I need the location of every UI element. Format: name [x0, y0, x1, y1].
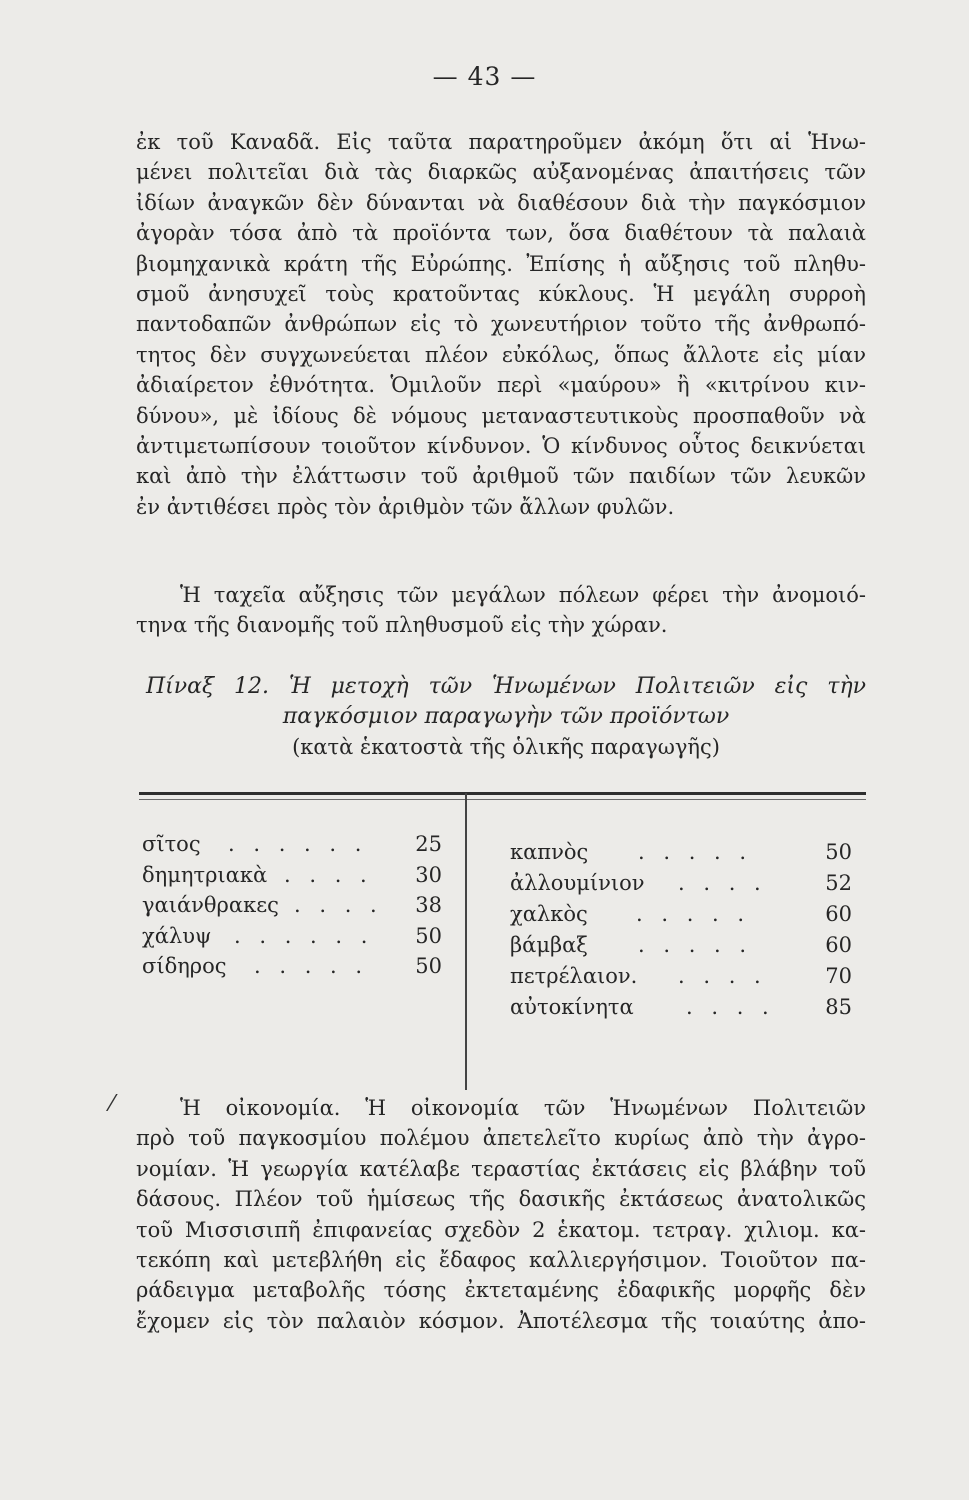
product-value: 70: [825, 964, 852, 988]
table-row: [510, 899, 852, 930]
product-value: 52: [825, 871, 852, 895]
text-line: ἀντιμετωπίσουν τοιοῦτον κίνδυνον. Ὁ κίνδυνος οὗτος δεικνύεται: [136, 433, 866, 458]
leader-dots: . . . . . .: [234, 923, 374, 948]
text-line: μένει πολιτεῖαι διὰ τὰς διαρκῶς αὐξανομένας ἀπαιτήσεις τῶν: [136, 160, 866, 185]
product-name: πετρέλαιον.: [510, 964, 638, 988]
table-row: [510, 868, 852, 899]
text-line: ἐκ τοῦ Καναδᾶ. Εἰς ταῦτα παρατηροῦμεν ἀκόμη ὅτι αἱ Ἡνω-: [136, 130, 866, 154]
text-line: σμοῦ ἀνησυχεῖ τοὺς κρατοῦντας κύκλους. Ἡ μεγάλη συρροὴ: [136, 281, 866, 306]
text-line: δάσους. Πλέον τοῦ ἡμίσεως τῆς δασικῆς ἐκτάσεως ἀνατολικῶς: [136, 1187, 866, 1212]
product-name: δημητριακὰ: [142, 862, 268, 887]
text-line: τητος δὲν συγχωνεύεται πλέον εὐκόλως, ὅπως ἄλλοτε εἰς μίαν: [136, 342, 866, 367]
product-value: 60: [825, 902, 852, 926]
caption-title: Πίναξ 12. Ἡ μετοχὴ τῶν Ἡνωμένων Πολιτειῶν εἰς τὴν: [146, 674, 866, 699]
text-line: ἀδιαίρετον ἐθνότητα. Ὁμιλοῦν περὶ «μαύρου» ἢ «κιτρίνου κιν-: [136, 373, 866, 398]
leader-dots: . . . . .: [638, 933, 753, 957]
table-row: [142, 890, 442, 921]
product-name: ἀλλουμίνιον: [510, 871, 645, 895]
page-number: — 43 —: [432, 62, 537, 91]
product-name: βάμβαξ: [510, 933, 588, 957]
text-line: βιομηχανικὰ κράτη τῆς Εὐρώπης. Ἐπίσης ἡ αὔξησις τοῦ πληθυ-: [136, 251, 866, 276]
table-row: [142, 829, 442, 860]
text-line: νομίαν. Ἡ γεωργία κατέλαβε τεραστίας ἐκτάσεις εἰς βλάβην τοῦ: [136, 1156, 866, 1181]
product-name: σίδηρος: [142, 954, 227, 978]
text-line: ἀγορὰν τόσα ἀπὸ τὰ προϊόντα των, ὅσα διαθέτουν τὰ παλαιὰ: [136, 221, 866, 246]
text-line: τηνα τῆς διανομῆς τοῦ πληθυσμοῦ εἰς τὴν χώραν.: [136, 613, 668, 638]
table-top-rule: [139, 792, 866, 795]
product-value: 30: [415, 862, 442, 887]
text-line: καὶ ἀπὸ τὴν ἐλάττωσιν τοῦ ἀριθμοῦ τῶν παιδίων τῶν λευκῶν: [136, 464, 866, 489]
product-value: 38: [415, 893, 442, 917]
paragraph-3: [136, 1093, 866, 1336]
leader-dots: . . . .: [284, 862, 373, 887]
text-line: τοῦ Μισσισιπῆ ἐπιφανείας σχεδὸν 2 ἑκατομ. τετραγ. χιλιομ. κα-: [136, 1217, 866, 1242]
text-line: τεκόπη καὶ μετεβλήθη εἰς ἔδαφος καλλιεργήσιμον. Τοιοῦτον πα-: [136, 1247, 866, 1272]
paragraph-2: [136, 580, 866, 641]
product-name: σῖτος: [142, 832, 201, 856]
table-row: [510, 992, 852, 1023]
leader-dots: . . . . . .: [228, 832, 368, 856]
table-row: [142, 921, 442, 952]
product-name: γαιάνθρακες: [142, 893, 279, 917]
text-line: πρὸ τοῦ παγκοσμίου πολέμου ἀπετελεῖτο κυρίως ἀπὸ τὴν ἀγρο-: [136, 1126, 866, 1151]
text-line: Ἡ οἰκονομία. Ἡ οἰκονομία τῶν Ἡνωμένων Πολιτειῶν: [180, 1096, 866, 1120]
text-line: ἐν ἀντιθέσει πρὸς τὸν ἀριθμὸν τῶν ἄλλων φυλῶν.: [136, 494, 675, 519]
leader-dots: . . . . .: [636, 902, 751, 926]
text-line: ράδειγμα μεταβολῆς τόσης ἐκτεταμένης ἐδαφικῆς μορφῆς δὲν: [136, 1278, 866, 1303]
caption-subtitle: παγκόσμιον παραγωγὴν τῶν προϊόντων: [282, 704, 730, 729]
leader-dots: . . . . .: [254, 954, 369, 978]
product-value: 25: [415, 832, 442, 856]
caption-note: (κατὰ ἑκατοστὰ τῆς ὁλικῆς παραγωγῆς): [292, 735, 720, 759]
table-row: [510, 837, 852, 868]
leader-dots: . . . . .: [638, 840, 753, 864]
paragraph-1: [136, 127, 866, 522]
product-name: αὐτοκίνητα: [510, 995, 634, 1019]
table-column-divider: [465, 793, 467, 1090]
table-caption: [146, 672, 866, 762]
table-row: [510, 961, 852, 992]
table-row: [142, 860, 442, 891]
text-line: δύνου», μὲ ἰδίους δὲ νόμους μεταναστευτικοὺς προσπαθοῦν νὰ: [136, 403, 866, 428]
table-row: [510, 930, 852, 961]
table-row: [142, 951, 442, 982]
product-value: 60: [825, 933, 852, 957]
product-name: καπνὸς: [510, 840, 589, 864]
table-right-column: [510, 837, 852, 1023]
product-value: 50: [825, 840, 852, 864]
product-name: χάλυψ: [142, 923, 212, 948]
product-value: 85: [825, 995, 852, 1019]
leader-dots: . . . .: [686, 995, 775, 1019]
product-name: χαλκὸς: [510, 902, 588, 926]
text-line: ἰδίων ἀναγκῶν δὲν δύνανται νὰ διαθέσουν διὰ τὴν παγκόσμιον: [136, 190, 866, 215]
product-value: 50: [415, 923, 442, 948]
margin-pencil-mark: ⁄: [110, 1092, 114, 1117]
table-top-rule-thin: [139, 799, 866, 800]
table-left-column: [142, 829, 442, 982]
leader-dots: . . . .: [678, 964, 767, 988]
text-line: Ἡ ταχεῖα αὔξησις τῶν μεγάλων πόλεων φέρει τὴν ἀνομοιό-: [180, 583, 866, 607]
text-line: ἔχομεν εἰς τὸν παλαιὸν κόσμον. Ἀποτέλεσμα τῆς τοιαύτης ἀπο-: [136, 1308, 866, 1333]
leader-dots: . . . .: [294, 893, 383, 917]
product-value: 50: [415, 954, 442, 978]
text-line: παντοδαπῶν ἀνθρώπων εἰς τὸ χωνευτήριον τοῦτο τῆς ἀνθρωπό-: [136, 312, 866, 337]
leader-dots: . . . .: [678, 871, 767, 895]
